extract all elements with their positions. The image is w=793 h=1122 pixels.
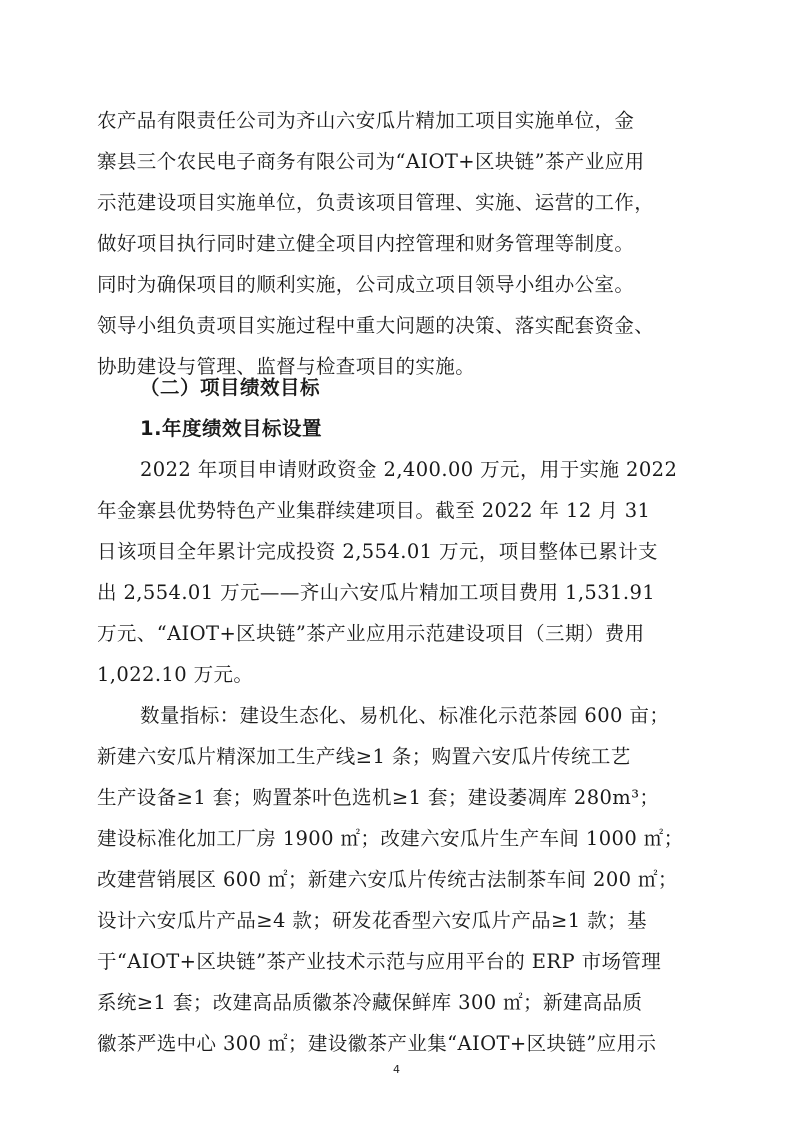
paragraph-3-line-4: 建设标准化加工厂房 1900 ㎡；改建六安瓜片生产车间 1000 ㎡；	[97, 827, 684, 850]
paragraph-3-line-5: 改建营销展区 600 ㎡；新建六安瓜片传统古法制茶车间 200 ㎡；	[97, 868, 678, 891]
paragraph-3-line-1: 数量指标：建设生态化、易机化、标准化示范茶园 600 亩；	[140, 704, 670, 727]
paragraph-2-line-6: 1,022.10 万元。	[97, 663, 254, 686]
paragraph-3-line-6: 设计六安瓜片产品≥4 款；研发花香型六安瓜片产品≥1 款；基	[97, 909, 647, 932]
paragraph-2-line-2: 年金寨县优势特色产业集群续建项目。截至 2022 年 12 月 31	[97, 499, 651, 522]
paragraph-1-line-4: 做好项目执行同时建立健全项目内控管理和财务管理等制度。	[97, 232, 635, 255]
paragraph-1-line-5: 同时为确保项目的顺利实施，公司成立项目领导小组办公室。	[97, 273, 635, 296]
paragraph-2-line-5: 万元、“AIOT+区块链”茶产业应用示范建设项目（三期）费用	[97, 622, 645, 645]
section-heading: （二）项目绩效目标	[140, 376, 321, 399]
paragraph-1-line-6: 领导小组负责项目实施过程中重大问题的决策、落实配套资金、	[97, 314, 655, 337]
paragraph-2-line-3: 日该项目全年累计完成投资 2,554.01 万元，项目整体已累计支	[97, 540, 658, 563]
paragraph-2-line-4: 出 2,554.01 万元——齐山六安瓜片精加工项目费用 1,531.91	[97, 581, 656, 604]
paragraph-1-line-3: 示范建设项目实施单位，负责该项目管理、实施、运营的工作，	[97, 191, 655, 214]
paragraph-3-line-7: 于“AIOT+区块链”茶产业技术示范与应用平台的 ERP 市场管理	[97, 950, 662, 973]
paragraph-1-line-7: 协助建设与管理、监督与检查项目的实施。	[97, 355, 476, 378]
page-number: 4	[393, 1063, 400, 1076]
paragraph-3-line-2: 新建六安瓜片精深加工生产线≥1 条；购置六安瓜片传统工艺	[97, 745, 631, 768]
paragraph-3-line-3: 生产设备≥1 套；购置茶叶色选机≥1 套；建设萎凋库 280m³；	[97, 786, 660, 809]
paragraph-3-line-8: 系统≥1 套；改建高品质徽茶冷藏保鲜库 300 ㎡；新建高品质	[97, 991, 643, 1014]
paragraph-3-line-9: 徽茶严选中心 300 ㎡；建设徽茶产业集“AIOT+区块链”应用示	[97, 1032, 657, 1055]
paragraph-2-line-1: 2022 年项目申请财政资金 2,400.00 万元，用于实施 2022	[140, 458, 678, 481]
subsection-heading: 1.年度绩效目标设置	[140, 417, 322, 440]
paragraph-1-line-2: 寨县三个农民电子商务有限公司为“AIOT+区块链”茶产业应用	[97, 150, 645, 173]
paragraph-1-line-1: 农产品有限责任公司为齐山六安瓜片精加工项目实施单位，金	[97, 109, 635, 132]
